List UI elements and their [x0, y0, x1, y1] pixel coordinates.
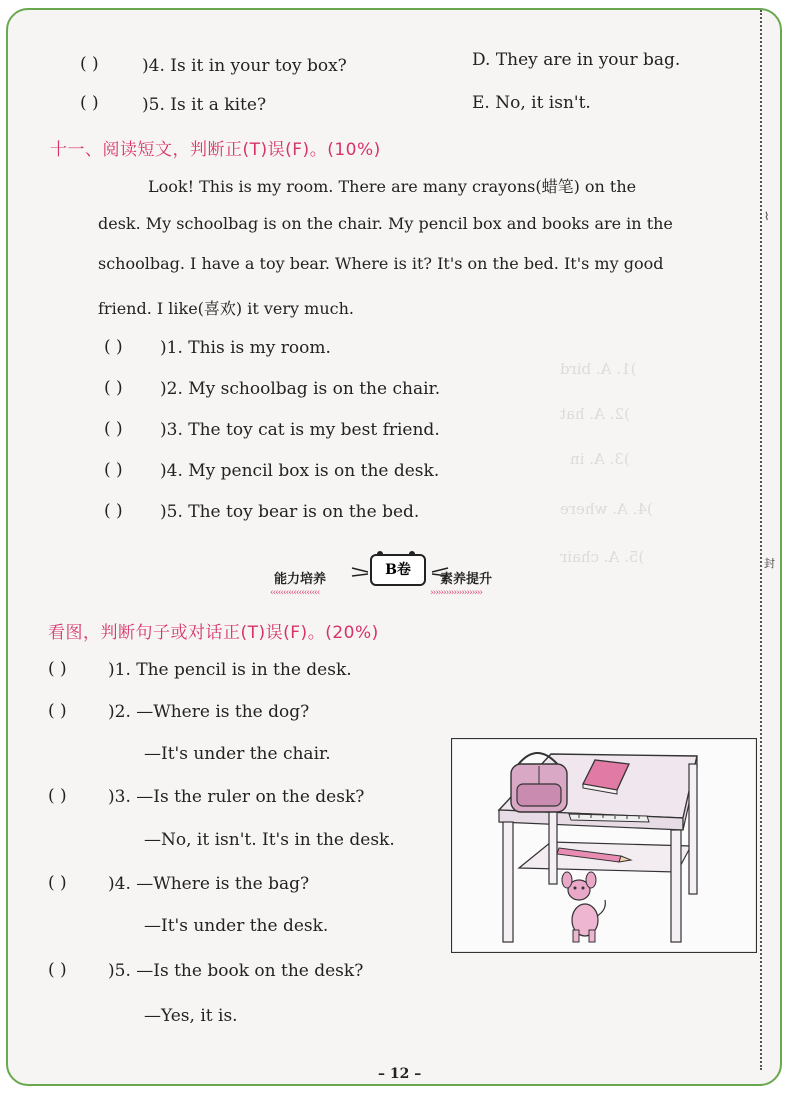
paren: ( )	[104, 460, 123, 480]
binding-line	[760, 10, 762, 1070]
b-item-2-q: )2. —Where is the dog?	[108, 702, 310, 722]
statement-2: )2. My schoolbag is on the chair.	[160, 379, 441, 399]
b-item-5-q: )5. —Is the book on the desk?	[108, 961, 364, 981]
banner-b-label: B卷	[370, 554, 426, 586]
binding-mark: ⌇	[764, 210, 770, 223]
paren: ( )	[104, 378, 123, 398]
q10-5: )5. Is it a kite?	[142, 95, 267, 115]
show-through-text: )5. A. chair	[560, 548, 645, 566]
paren: ( )	[48, 786, 67, 806]
statement-3: )3. The toy cat is my best friend.	[160, 420, 440, 440]
b-item-1: )1. The pencil is in the desk.	[108, 660, 352, 680]
banner-left-label: 能力培养	[274, 572, 327, 587]
paren: ( )	[104, 337, 123, 357]
b-item-3-a: —No, it isn't. It's in the desk.	[144, 830, 395, 850]
passage-line-2: desk. My schoolbag is on the chair. My pencil box and books are in the	[98, 214, 673, 233]
page-number: – 12 –	[378, 1066, 422, 1082]
show-through-text: )3. A. in	[570, 450, 630, 468]
section-11-heading: 十一、阅读短文，判断正(T)误(F)。(10%)	[50, 140, 381, 160]
paren-2: ( )	[80, 93, 99, 113]
b-item-5-a: —Yes, it is.	[144, 1006, 238, 1026]
desk-scene-illustration	[451, 738, 757, 953]
banner-wave-right: ››››››››››››››››››››	[430, 588, 482, 598]
binding-mark-feng: 封	[764, 557, 775, 570]
option-d: D. They are in your bag.	[472, 50, 681, 70]
passage-line-1: Look! This is my room. There are many crayons(蜡笔) on the	[148, 177, 637, 196]
statement-4: )4. My pencil box is on the desk.	[160, 461, 440, 481]
passage-line-3: schoolbag. I have a toy bear. Where is it? It's on the bed. It's my good	[98, 254, 664, 273]
paren: ( )	[104, 419, 123, 439]
q10-4: )4. Is it in your toy box?	[142, 56, 347, 76]
show-through-text: )1. A. bird	[560, 360, 637, 378]
option-e: E. No, it isn't.	[472, 93, 591, 113]
passage-line-4: friend. I like(喜欢) it very much.	[98, 299, 354, 318]
statement-1: )1. This is my room.	[160, 338, 331, 358]
b-item-3-q: )3. —Is the ruler on the desk?	[108, 787, 365, 807]
paren: ( )	[104, 501, 123, 521]
banner-right-label: 素养提升	[440, 572, 493, 587]
section-banner	[270, 548, 530, 598]
b-item-4-q: )4. —Where is the bag?	[108, 874, 310, 894]
picture-section-heading: 看图，判断句子或对话正(T)误(F)。(20%)	[48, 623, 379, 643]
paren: ( )	[48, 659, 67, 679]
b-item-4-a: —It's under the desk.	[144, 916, 329, 936]
paren: ( )	[48, 873, 67, 893]
show-through-text: )4. A. where	[560, 500, 653, 518]
paren: ( )	[48, 701, 67, 721]
paren: ( )	[48, 960, 67, 980]
statement-5: )5. The toy bear is on the bed.	[160, 502, 420, 522]
banner-wave-left: ‹‹‹‹‹‹‹‹‹‹‹‹‹‹‹‹‹‹‹	[270, 588, 320, 598]
paren-1: ( )	[80, 54, 99, 74]
show-through-text: )2. A. hat	[560, 405, 630, 423]
b-item-2-a: —It's under the chair.	[144, 744, 331, 764]
